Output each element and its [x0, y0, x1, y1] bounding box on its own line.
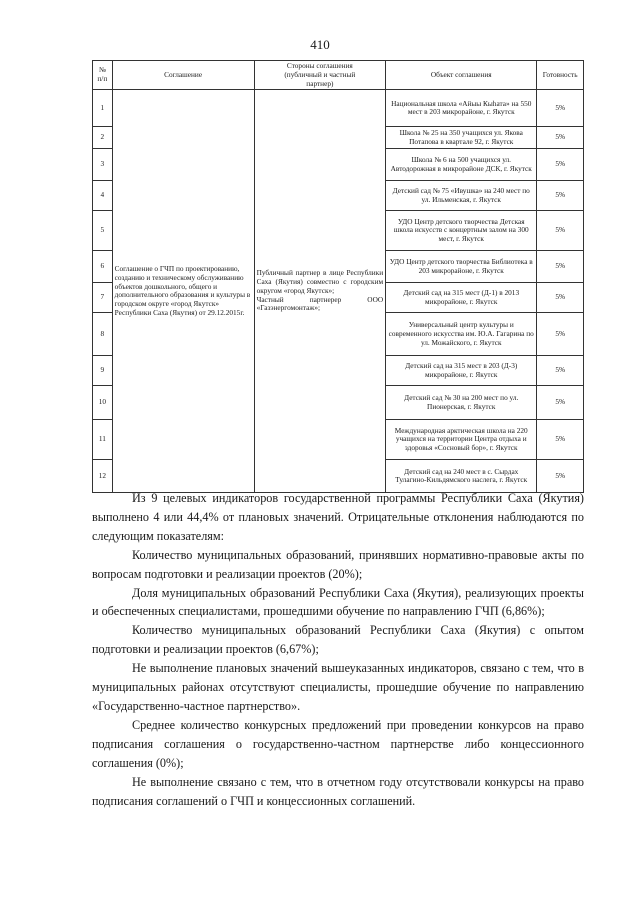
parties-cell	[254, 90, 386, 493]
object-cell: УДО Центр детского творчества Детская школа искусств с концертным залом на 300 мест, г. Якутск	[386, 211, 537, 251]
table-row	[93, 90, 584, 127]
row-number: 6	[93, 251, 113, 283]
object-cell: Детский сад на 315 мест (Д-1) в 2013 микрорайоне, г. Якутск	[386, 283, 537, 313]
readiness-cell: 5%	[537, 149, 584, 181]
paragraph: Среднее количество конкурсных предложений при проведении конкурсов на право подписания соглашения о государственно-частном партнерстве либо концессионного соглашения (0%);	[92, 717, 584, 770]
row-number: 1	[93, 90, 113, 127]
row-number: 5	[93, 211, 113, 251]
readiness-cell: 5%	[537, 356, 584, 386]
paragraph: Доля муниципальных образований Республики Саха (Якутия), реализующих проекты и обеспеченных специалистами, прошедшими обучение по направлению ГЧП (6,86%);	[92, 585, 584, 619]
readiness-cell: 5%	[537, 251, 584, 283]
object-cell: Детский сад на 240 мест в с. Сырдах Тулагино-Кильдямского наслега, г. Якутск	[386, 460, 537, 493]
object-cell: Национальная школа «Айыы Кыһата» на 550 мест в 203 микрорайоне, г. Якутск	[386, 90, 537, 127]
object-cell: Детский сад на 315 мест в 203 (Д-3) микрорайоне, г. Якутск	[386, 356, 537, 386]
table-header-row	[93, 61, 584, 90]
object-cell: Универсальный центр культуры и современного искусства им. Ю.А. Гагарина по ул. Можайского, г. Якутск	[386, 313, 537, 356]
paragraph: Не выполнение плановых значений вышеуказанных индикаторов, связано с тем, что в муниципальных районах отсутствуют специалисты, прошедшие обучение по направлению «Государственно-частное партнерство».	[92, 661, 584, 713]
row-number: 4	[93, 181, 113, 211]
row-number: 3	[93, 149, 113, 181]
paragraph: Из 9 целевых индикаторов государственной программы Республики Саха (Якутия) выполнено 4 или 44,4% от плановых значений. Отрицательные отклонения наблюдаются по следующим показателям:	[92, 491, 584, 543]
parties-text: Публичный партнер в лице Республики Саха (Якутия) совместно с городским округом «город Якутск»; Частный партнерер ООО «Газэнергомонтаж»;	[256, 268, 384, 313]
row-number: 8	[93, 313, 113, 356]
readiness-cell: 5%	[537, 460, 584, 493]
paragraph: Количество муниципальных образований Республики Саха (Якутия) с опытом подготовки и реализации проектов (6,67%);	[92, 623, 584, 657]
header-parties: Стороны соглашения (публичный и частный партнер)	[254, 61, 386, 90]
row-number: 7	[93, 283, 113, 313]
body-text	[92, 489, 584, 810]
readiness-cell: 5%	[537, 283, 584, 313]
readiness-cell: 5%	[537, 386, 584, 420]
row-number: 9	[93, 356, 113, 386]
row-number: 12	[93, 460, 113, 493]
readiness-cell: 5%	[537, 420, 584, 460]
agreement-text: Соглашение о ГЧП по проектированию, созданию и техническому обслуживанию объектов дошкольного, общего и дополнительного образования и культуры в городском округе «город Якутск» Республики Саха (Якутия) от 29.12.2015г.	[114, 264, 251, 317]
object-cell: УДО Центр детского творчества Библиотека в 203 микрорайоне, г. Якутск	[386, 251, 537, 283]
paragraph: Не выполнение связано с тем, что в отчетном году отсутствовали конкурсы на право подписания соглашений о ГЧП и концессионных соглашений.	[92, 774, 584, 808]
page-number: 410	[310, 37, 330, 52]
object-cell: Международная арктическая школа на 220 учащихся на территории Центра отдыха и здоровья «Сосновый бор», г. Якутск	[386, 420, 537, 460]
header-object: Объект соглашения	[386, 61, 537, 90]
header-agreement: Соглашение	[112, 61, 254, 90]
readiness-cell: 5%	[537, 90, 584, 127]
object-cell: Школа № 6 на 500 учащихся ул. Автодорожная в микрорайоне ДСК, г. Якутск	[386, 149, 537, 181]
row-number: 10	[93, 386, 113, 420]
agreements-table	[92, 60, 584, 493]
readiness-cell: 5%	[537, 313, 584, 356]
object-cell: Школа № 25 на 350 учащихся ул. Якова Потапова в квартале 92, г. Якутск	[386, 127, 537, 149]
object-cell: Детский сад № 75 «Ивушка» на 240 мест по ул. Ильменская, г. Якутск	[386, 181, 537, 211]
header-num: № п/п	[93, 61, 113, 90]
readiness-cell: 5%	[537, 127, 584, 149]
header-readiness: Готовность	[537, 61, 584, 90]
table-body	[93, 90, 584, 493]
paragraph: Количество муниципальных образований, принявших нормативно-правовые акты по вопросам подготовки и реализации проектов (20%);	[92, 547, 584, 581]
agreement-cell	[112, 90, 254, 493]
row-number: 2	[93, 127, 113, 149]
readiness-cell: 5%	[537, 181, 584, 211]
readiness-cell: 5%	[537, 211, 584, 251]
row-number: 11	[93, 420, 113, 460]
object-cell: Детский сад № 30 на 200 мест по ул. Пионерская, г. Якутск	[386, 386, 537, 420]
